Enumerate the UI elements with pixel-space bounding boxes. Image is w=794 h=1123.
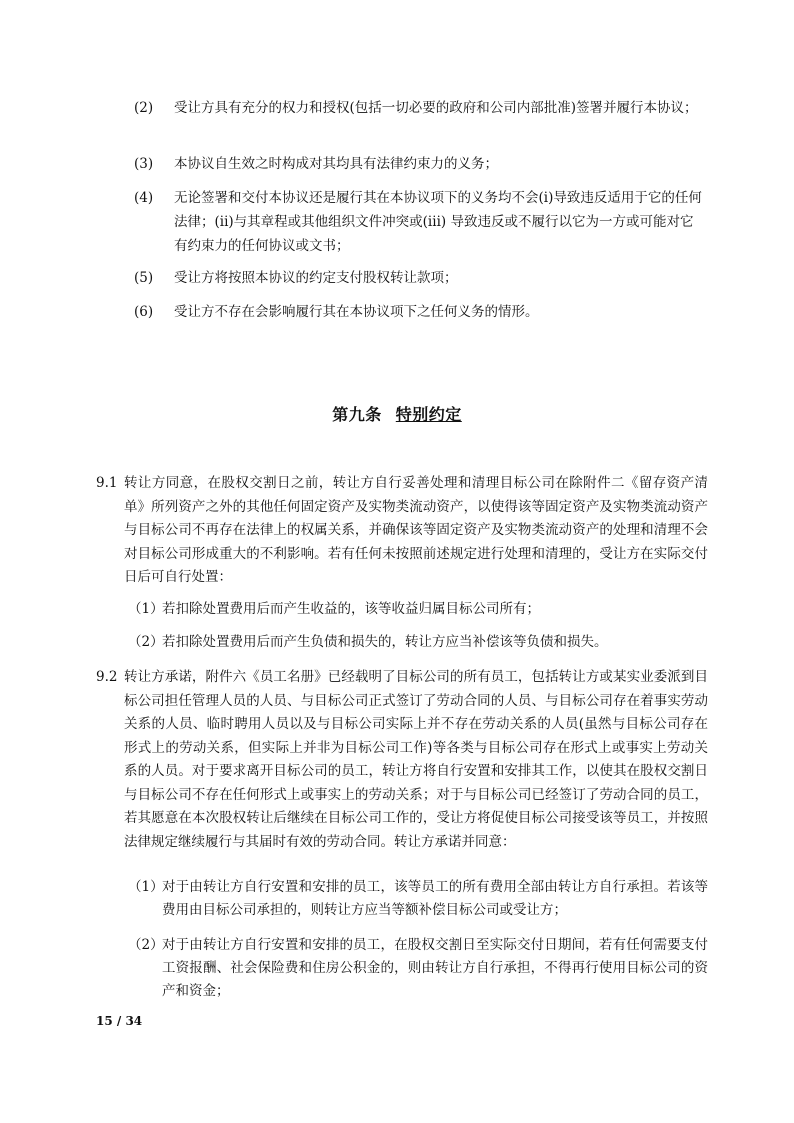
sub-item-text: 对于由转让方自行安置和安排的员工，在股权交割日至实际交付日期间，若有任何需要支付工资报酬、社会保险费和住房公积金的，则由转让方自行承担，不得再行使用目标公司的资产和资金； [162, 937, 708, 999]
sub-item-number: （2） [128, 937, 164, 953]
article-title: 特别约定 [395, 405, 462, 424]
list-item-number: (2) [134, 100, 154, 116]
sub-item-number: （1） [128, 879, 164, 895]
list-item-text: 无论签署和交付本协议还是履行其在本协议项下的义务均不会(i)导致违反适用于它的任何法律；(ii)与其章程或其他组织文件冲突或(iii) 导致违反或不履行以它为一方或可能对它有约束力的任何协议或文书； [174, 190, 702, 254]
list-item-text: 受让方不存在会影响履行其在本协议项下之任何义务的情形。 [174, 304, 539, 320]
sub-item-text: 对于由转让方自行安置和安排的员工，该等员工的所有费用全部由转让方自行承担。若该等费用由目标公司承担的，则转让方应当等额补偿目标公司或受让方； [162, 879, 708, 918]
sub-item-text: 若扣除处置费用后而产生负债和损失的，转让方应当补偿该等负债和损失。 [162, 634, 608, 650]
list-item-number: (6) [134, 304, 154, 320]
list-item-number: (4) [134, 190, 154, 206]
clause-text: 转让方同意，在股权交割日之前，转让方自行妥善处理和清理目标公司在除附件二《留存资产清单》所列资产之外的其他任何固定资产及实物类流动资产，以使得该等固定资产及实物类流动资产与目标公司不再存在法律上的权属关系，并确保该等固定资产及实物类流动资产的处理和清理不会对目标公司形成重大的不利影响。若有任何未按照前述规定进行处理和清理的，受让方在实际交付日后可自行处置： [124, 475, 708, 585]
clause-number: 9.1 [96, 475, 118, 491]
sub-item-number: （2） [128, 634, 164, 650]
article-number: 第九条 [332, 405, 382, 424]
clause-number: 9.2 [96, 669, 118, 685]
list-item-number: (5) [134, 270, 154, 286]
list-item-text: 本协议自生效之时构成对其均具有法律约束力的义务； [174, 156, 498, 172]
list-item-text: 受让方具有充分的权力和授权(包括一切必要的政府和公司内部批准)签署并履行本协议； [174, 100, 698, 116]
list-item-text: 受让方将按照本协议的约定支付股权转让款项； [174, 270, 458, 286]
sub-item-text: 若扣除处置费用后而产生收益的，该等收益归属目标公司所有； [162, 601, 540, 617]
page-number: 15 / 34 [96, 1014, 143, 1028]
list-item-number: (3) [134, 156, 154, 172]
sub-item-number: （1） [128, 601, 164, 617]
clause-text: 转让方承诺，附件六《员工名册》已经载明了目标公司的所有员工，包括转让方或某实业委派到目标公司担任管理人员的人员、与目标公司正式签订了劳动合同的人员、与目标公司存在着事实劳动关系的人员、临时聘用人员以及与目标公司实际上并不存在劳动关系的人员(虽然与目标公司存在形式上的劳动关系，但实际上并非为目标公司工作)等各类与目标公司存在形式上或事实上劳动关系的人员。对于要求离开目标公司的员工，转让方将自行安置和安排其工作，以使其在股权交割日与目标公司不存在任何形式上或事实上的劳动关系；对于与目标公司已经签订了劳动合同的员工，若其愿意在本次股权转让后继续在目标公司工作的，受让方将促使目标公司接受该等员工，并按照法律规定继续履行与其届时有效的劳动合同。转让方承诺并同意： [124, 669, 708, 850]
article-heading [0, 402, 794, 425]
